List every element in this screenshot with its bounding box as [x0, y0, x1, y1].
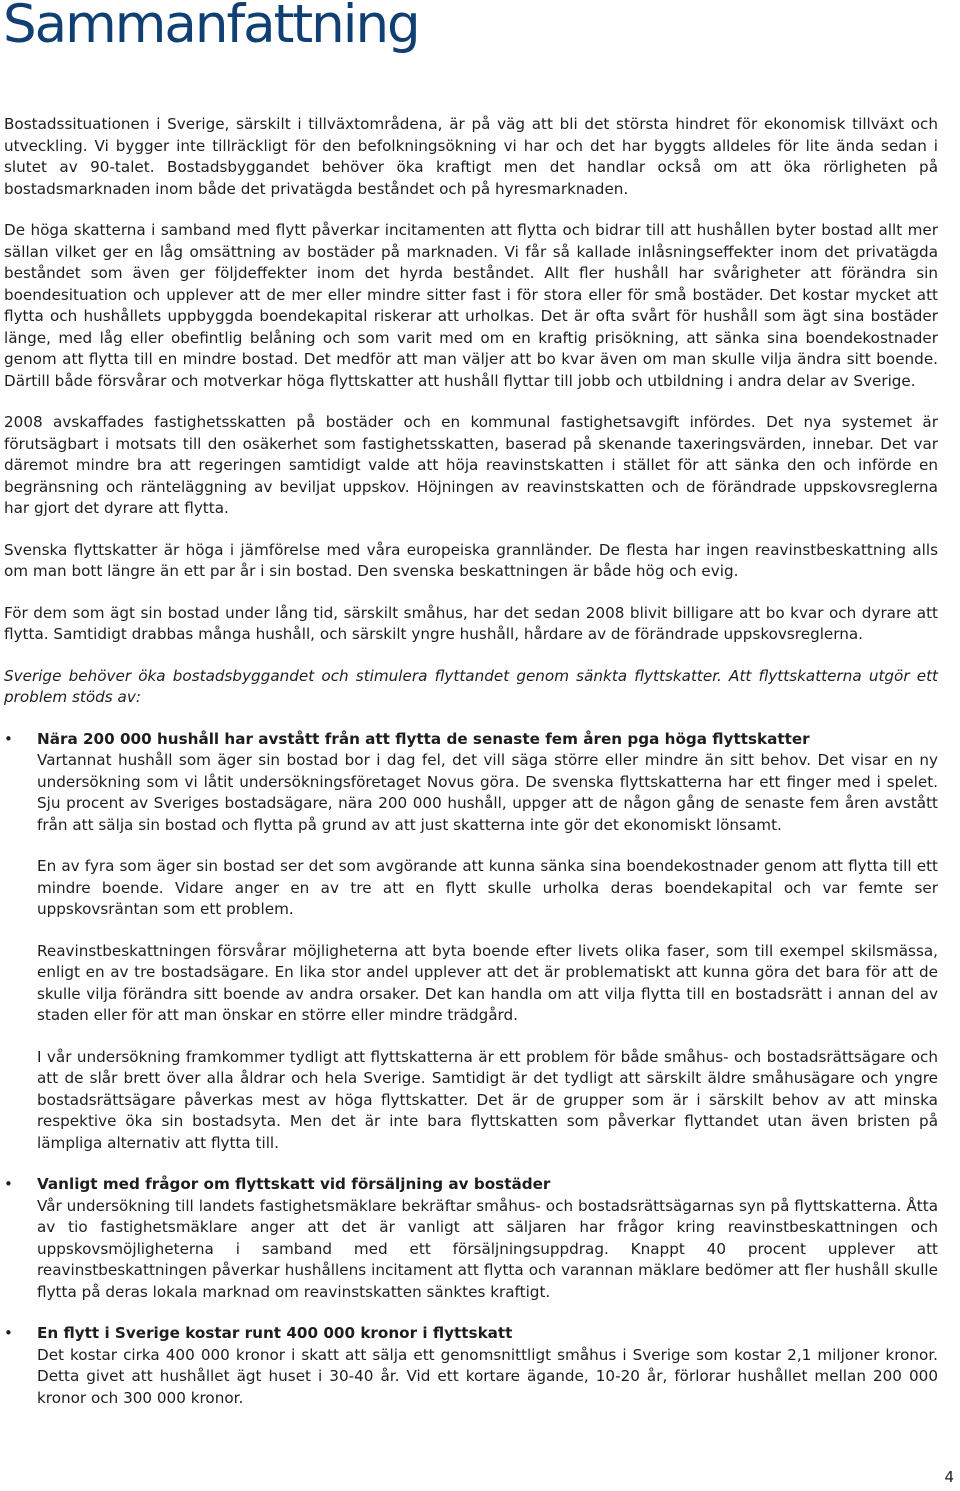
paragraph-european-comparison: Svenska flyttskatter är höga i jämförelse med våra europeiska grannländer. De flesta har ingen reavinstbeskattning alls om man bott längre än ett par år i sin bostad. Den svenska beskattningen är både hög och evig.: [4, 540, 938, 580]
bullet-dot-icon: •: [4, 729, 13, 748]
bullet-heading: Vanligt med frågor om flyttskatt vid försäljning av bostäder: [37, 1175, 551, 1193]
paragraph-housing-situation: Bostadssituationen i Sverige, särskilt i tillväxtområdena, är på väg att bli det största hindret för ekonomisk tillväxt och utveckling. Vi bygger inte tillräckligt för den befolkningsökning vi har och det har byggts alldeles för lite ända sedan i slutet av 90-talet. Bostadsbyggandet behöver öka kraftigt men det handlar också om att öka rörligheten på bostadsmarknaden inom både det privatägda beståndet och på hyresmarknaden.: [4, 115, 938, 198]
bullet-item: [4, 729, 938, 1155]
bullet-paragraph: I vår undersökning framkommer tydligt att flyttskatterna är ett problem för både småhus- och bostadsrättsägare och att de slår brett över alla åldrar och hela Sverige. Samtidigt är det tydligt att särskilt äldre småhusägare och yngre bostadsrättsägare påverkas mest av höga flyttskatter. Det är de grupper som är i särskilt behov av att minska respektive öka sin bostadsyta. Men det är inte bara flyttskatten som påverkar flyttandet utan även bristen på lämpliga alternativ att flytta till.: [37, 1047, 938, 1152]
page-title: Sammanfattning: [3, 0, 419, 55]
bullet-dot-icon: •: [4, 1175, 13, 1193]
bullet-paragraph: En av fyra som äger sin bostad ser det som avgörande att kunna sänka sina boendekostnader genom att flytta till ett mindre boende. Vidare anger en av tre att en flytt skulle urholka deras boendekapital och var femte ser uppskovsräntan som ett problem.: [37, 857, 938, 918]
bullet-heading: Nära 200 000 hushåll har avstått från att flytta de senaste fem åren pga höga flyttskatter: [37, 729, 810, 748]
bullet-paragraph: Det kostar cirka 400 000 kronor i skatt att sälja ett genomsnittligt småhus i Sverige som kostar 2,1 miljoner kronor. Detta givet att hushållet ägt huset i 30-40 år. Vid ett kortare ägande, 10-20 år, förlorar hushållet mellan 200 000 kronor och 300 000 kronor.: [37, 1345, 938, 1407]
bullet-item: [4, 1323, 938, 1409]
body-text: [4, 114, 938, 1429]
bullet-paragraph: Reavinstbeskattningen försvårar möjligheterna att byta boende efter livets olika faser, som till exempel skilsmässa, enligt en av tre bostadsägare. En lika stor andel upplever att det är problematiskt att kunna göra det bara för att de skulle vilja förändra sitt boende av andra orsaker. Det kan handla om att vilja flytta till en bostadsrätt i annan del av staden eller för att man önskar en större eller mindre trädgård.: [37, 941, 938, 1024]
page-number: 4: [944, 1468, 954, 1486]
bullet-paragraph: Vår undersökning till landets fastighetsmäklare bekräftar småhus- och bostadsrättsägarnas syn på flyttskatterna. Åtta av tio fastighetsmäklare anger att det är vanligt att säljaren har frågor kring reavinstbeskattningen och uppskovsmöjligheterna i samband med ett försäljningsuppdrag. Knappt 40 procent upplever att reavinstbeskattningen påverkar hushållens incitament att flytta och varannan mäklare bedömer att fler hushåll skulle flytta på deras lokala marknad om reavinstskatten sänktes kraftigt.: [37, 1196, 938, 1301]
bullet-paragraph: Vartannat hushåll som äger sin bostad bor i dag fel, det vill säga större eller mindre än sitt behov. Det visar en ny undersökning som vi låtit undersökningsföretaget Novus göra. De svenska flyttskatterna har ett finger med i spelet. Sju procent av Sveriges bostadsägare, nära 200 000 hushåll, uppger att de någon gång de senaste fem åren avstått från att sälja sin bostad och flytta på grund av att just skatterna inte gör det ekonomiskt lönsamt.: [37, 751, 938, 834]
bullet-item: [4, 1174, 938, 1303]
paragraph-long-term-owners: För dem som ägt sin bostad under lång tid, särskilt småhus, har det sedan 2008 blivit billigare att bo kvar och dyrare att flytta. Samtidigt drabbas många hushåll, och särskilt yngre hushåll, hårdare av de förändrade uppskovsreglerna.: [4, 603, 938, 643]
bullet-list: [4, 729, 938, 1410]
bullet-heading: En flytt i Sverige kostar runt 400 000 kronor i flyttskatt: [37, 1324, 513, 1342]
paragraph-high-taxes: De höga skatterna i samband med flytt påverkar incitamenten att flytta och bidrar till att hushållen byter bostad allt mer sällan vilket ger en låg omsättning av bostäder på marknaden. Vi får så kallade inlåsningseffekter inom det privatägda beståndet som även ger följdeffekter inom det hyrda beståndet. Allt fler hushåll har svårigheter att förändra sin boendesituation och upplever att de mer eller mindre sitter fast i för stora eller för små bostäder. Det kostar mycket att flytta och hushållets uppbyggda boendekapital riskerar att urholkas. Det är ofta svårt för hushåll som ägt sina bostäder länge, med låg eller obefintlig belåning och som varit med om en kraftig prisökning, att sänka sina boendekostnader genom att flytta till en mindre bostad. Det medför att man väljer att bo kvar även om man skulle vilja ändra sitt boende. Därtill både försvårar och motverkar höga flyttskatter att hushåll flyttar till jobb och utbildning i andra delar av Sverige.: [4, 221, 938, 390]
intro-italic: Sverige behöver öka bostadsbyggandet och stimulera flyttandet genom sänkta flyttskatter. Att flyttskatterna utgör ett problem stöds av:: [4, 666, 938, 706]
paragraph-2008-reform: 2008 avskaffades fastighetsskatten på bostäder och en kommunal fastighetsavgift infördes. Det nya systemet är förutsägbart i motsats till den osäkerhet som fastighetsskatten, baserad på skenande taxeringsvärden, innebar. Det var däremot mindre bra att regeringen samtidigt valde att höja reavinstskatten i stället för att sänka den och införde en begränsning och ränteläggning av beviljat uppskov. Höjningen av reavinstskatten och de förändrade uppskovsreglerna har gjort det dyrare att flytta.: [4, 413, 938, 517]
bullet-dot-icon: •: [4, 1324, 13, 1342]
